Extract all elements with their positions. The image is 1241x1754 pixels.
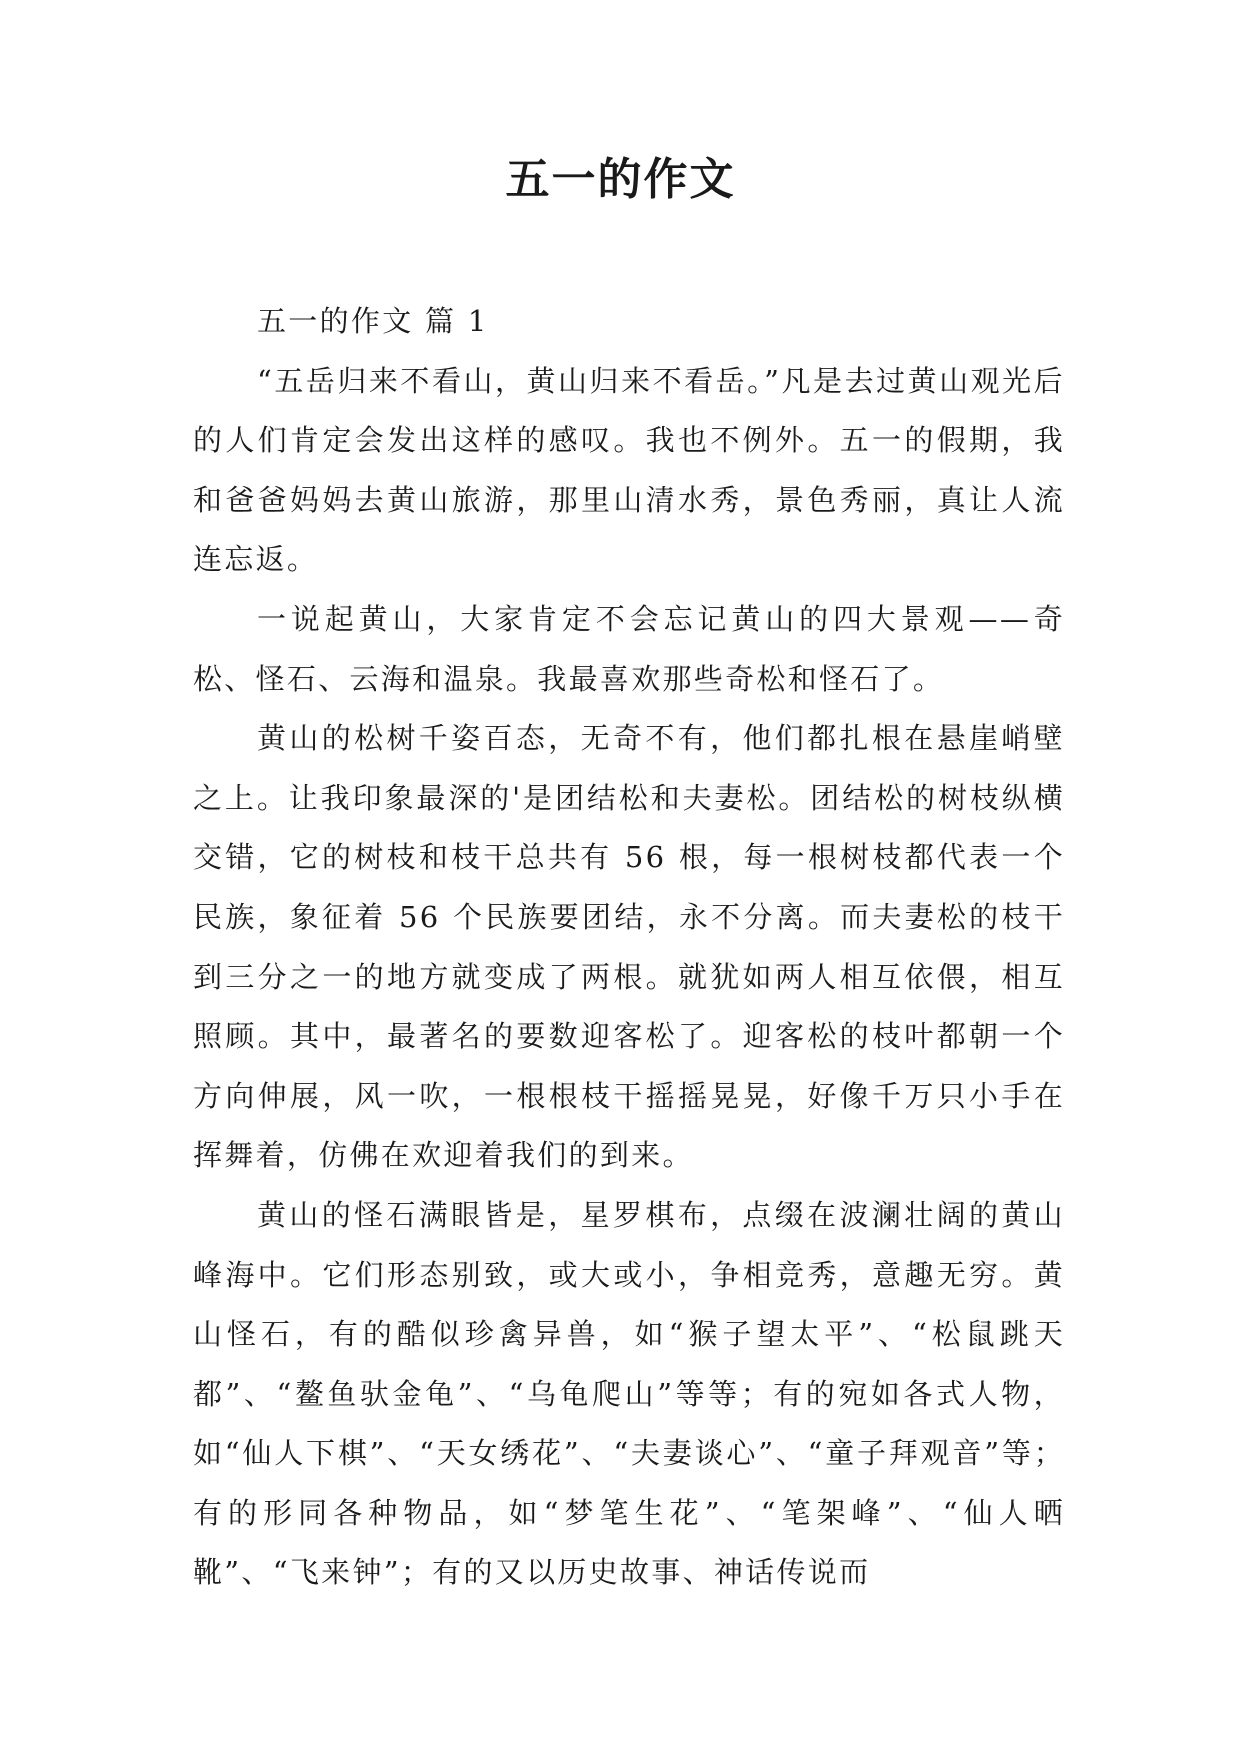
section-heading: 五一的作文 篇 1 bbox=[257, 304, 489, 338]
paragraph-4: 黄山的怪石满眼皆是，星罗棋布，点缀在波澜壮阔的黄山峰海中。它们形态别致，或大或小，争相竞秀，意趣无穷。黄山怪石，有的酷似珍禽异兽，如“猴子望太平”、“松鼠跳天都”、“鳌鱼驮金龟”、“乌龟爬山”等等；有的宛如各式人物，如“仙人下棋”、“天女绣花”、“夫妻谈心”、“童子拜观音”等；有的形同各种物品，如“梦笔生花”、“笔架峰”、“仙人晒靴”、“飞来钟”；有的又以历史故事、神话传说而 bbox=[193, 1197, 1065, 1590]
paragraph-2: 一说起黄山，大家肯定不会忘记黄山的四大景观——奇松、怪石、云海和温泉。我最喜欢那些奇松和怪石了。 bbox=[193, 601, 1065, 696]
paragraph-1: “五岳归来不看山，黄山归来不看岳。”凡是去过黄山观光后的人们肯定会发出这样的感叹。我也不例外。五一的假期，我和爸爸妈妈去黄山旅游，那里山清水秀，景色秀丽，真让人流连忘返。 bbox=[193, 363, 1065, 577]
paragraph-3: 黄山的松树千姿百态，无奇不有，他们都扎根在悬崖峭壁之上。让我印象最深的'是团结松和夫妻松。团结松的树枝纵横交错，它的树枝和枝干总共有 56 根，每一根树枝都代表一个民族，象征着 56 个民族要团结，永不分离。而夫妻松的枝干到三分之一的地方就变成了两根。就犹如两人相互依偎，相互照顾。其中，最著名的要数迎客松了。迎客松的枝叶都朝一个方向伸展，风一吹，一根根枝干摇摇晃晃，好像千万只小手在挥舞着，仿佛在欢迎着我们的到来。 bbox=[193, 721, 1065, 1173]
document-body bbox=[193, 292, 1065, 1603]
document-title: 五一的作文 bbox=[505, 154, 736, 205]
